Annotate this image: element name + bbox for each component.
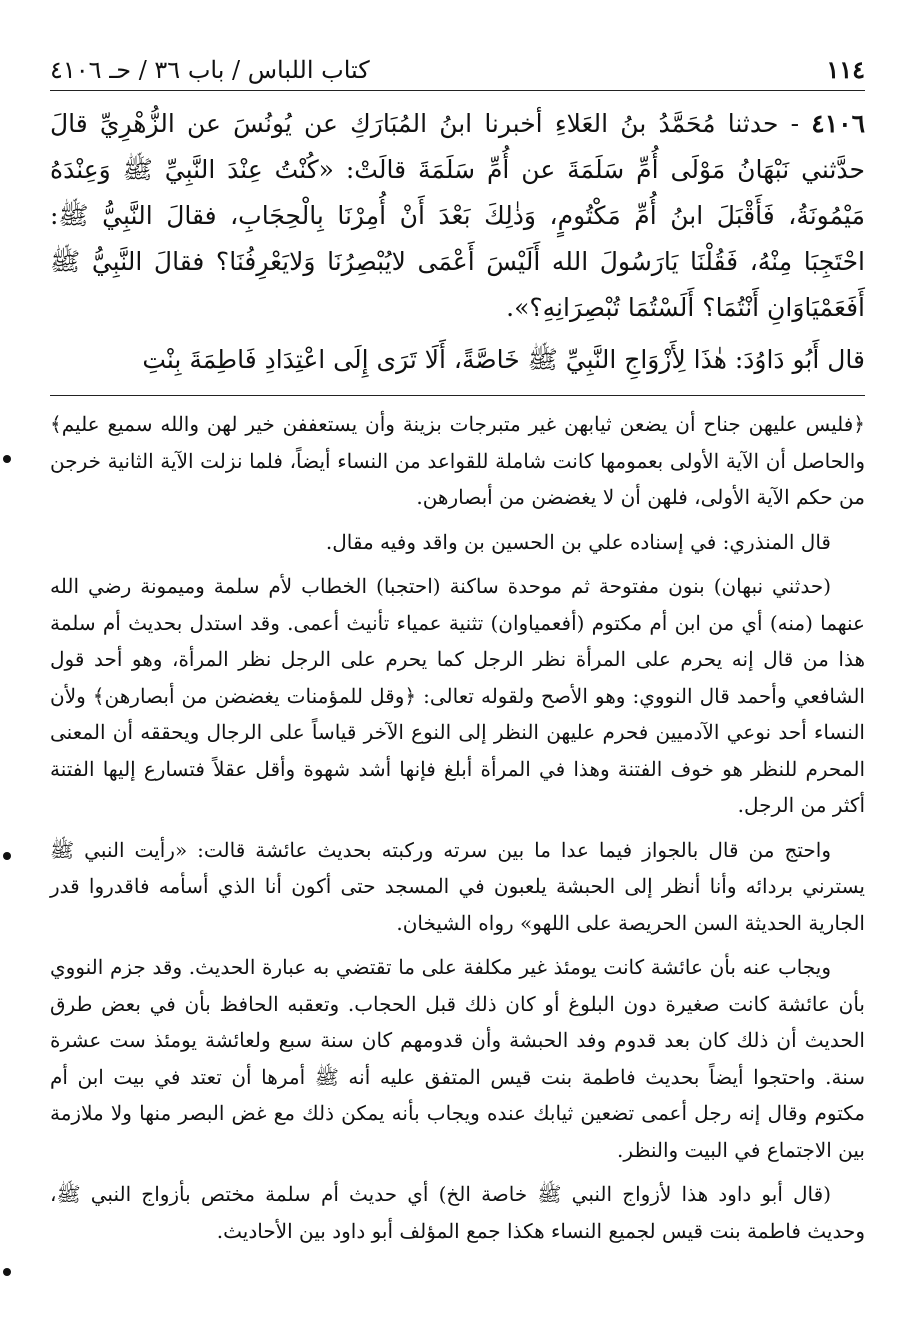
abu-dawud-note: قال أَبُو دَاوُدَ: هٰذَا لِأَزْوَاجِ النَّبِيِّ ﷺ خَاصَّةً، أَلَا تَرَى إِلَى اعْتِدَادِ فَاطِمَةَ بِنْتِ <box>142 345 865 374</box>
footnote-divider <box>50 395 865 396</box>
commentary-section <box>50 406 865 1249</box>
hadith-text-block <box>50 101 865 331</box>
running-title: كتاب اللباس / باب ٣٦ / حـ ٤١٠٦ <box>50 56 370 84</box>
hadith-number: ٤١٠٦ <box>811 109 865 138</box>
commentary-paragraph-2: قال المنذري: في إسناده علي بن الحسين بن واقد وفيه مقال. <box>325 529 831 554</box>
commentary-paragraph-6: (قال أبو داود هذا لأزواج النبي ﷺ خاصة الخ) أي حديث أم سلمة مختص بأزواج النبي ﷺ، وحديث فاطمة بنت قيس لجميع النساء هكذا جمع المؤلف أبو داود بين الأحاديث. <box>50 1182 865 1243</box>
running-header <box>50 55 865 91</box>
binding-mark <box>3 455 11 463</box>
page-number: ١١٤ <box>826 55 865 84</box>
commentary-paragraph-4: واحتج من قال بالجواز فيما عدا ما بين سرته وركبته بحديث عائشة قالت: «رأيت النبي ﷺ يسترني بردائه وأنا أنظر إلى الحبشة يلعبون في المسجد حتى أكون أنا الذي أسأمه فاقدروا قدر الجارية الحديثة السن الحريصة على اللهو» رواه الشيخان. <box>50 837 865 935</box>
commentary-paragraph-3: (حدثني نبهان) بنون مفتوحة ثم موحدة ساكنة (احتجبا) الخطاب لأم سلمة وميمونة رضي الله عنهما (منه) أي من ابن أم مكتوم (أفعمياوان) تثنية عمياء تأنيث أعمى. وقد استدل بحديث أم سلمة هذا من قال إنه يحرم على المرأة نظر الرجل كما يحرم على الرجل نظر المرأة، وهو أحد قول الشافعي وأحمد قال النووي: وهو الأصح ولقوله تعالى: ﴿وقل للمؤمنات يغضضن من أبصارهن﴾ ولأن النساء أحد نوعي الآدميين فحرم عليهن النظر إلى النوع الآخر قياساً على الرجال ويحققه أن المعنى المحرم للنظر هو خوف الفتنة وهذا في المرأة أبلغ فإنها أشد شهوة وأقل عقلاً فتسارع إليها الفتنة أكثر من الرجل. <box>50 574 865 817</box>
commentary-paragraph-5: ويجاب عنه بأن عائشة كانت يومئذ غير مكلفة على ما تقتضي به عبارة الحديث. وقد جزم النووي بأن عائشة كانت صغيرة دون البلوغ أو كان ذلك قبل الحجاب. وتعقبه الحافظ بأن في بعض طرق الحديث أن ذلك كان بعد قدوم وفد الحبشة وأن قدومهم كان سنة سبع ولعائشة يومئذ ست عشرة سنة. واحتجوا أيضاً بحديث فاطمة بنت قيس المتفق عليه أنه ﷺ أمرها أن تعتد في بيت ابن أم مكتوم وقال إنه رجل أعمى تضعين ثيابك عنده ويجاب بأنه يمكن ذلك مع غض البصر منها ولا ملازمة بين الاجتماع في البيت والنظر. <box>50 955 865 1162</box>
binding-mark <box>3 852 11 860</box>
book-page <box>50 55 865 1257</box>
hadith-text: - حدثنا مُحَمَّدُ بنُ العَلاءِ أخبرنا ابنُ المُبَارَكِ عن يُونُسَ عن الزُّهْرِيِّ قالَ حدَّثني نَبْهَانُ مَوْلَى أُمِّ سَلَمَةَ عن أُمِّ سَلَمَةَ قالَتْ: «كُنْتُ عِنْدَ النَّبِيِّ ﷺ وَعِنْدَهُ مَيْمُونَةُ، فَأَقْبَلَ ابنُ أُمِّ مَكْتُومٍ، وَذٰلِكَ بَعْدَ أَنْ أُمِرْنَا بِالْحِجَابِ، فقالَ النَّبِيُّ ﷺ: احْتَجِبَا مِنْهُ، فَقُلْنَا يَارَسُولَ الله أَلَيْسَ أَعْمَى لايُبْصِرُنَا وَلايَعْرِفُنَا؟ فقالَ النَّبِيُّ ﷺ أَفَعَمْيَاوَانِ أَنْتُمَا؟ أَلَسْتُمَا تُبْصِرَانِهِ؟». <box>50 109 865 322</box>
binding-mark <box>3 1268 11 1276</box>
commentary-paragraph-1: ﴿فليس عليهن جناح أن يضعن ثيابهن غير متبرجات بزينة وأن يستعففن خير لهن والله سميع عليم﴾ والحاصل أن الآية الأولى بعمومها كانت شاملة للقواعد من النساء أيضاً، فلما نزلت الآية الثانية خرجن من حكم الآية الأولى، فلهن أن لا يغضضن من أبصارهن. <box>50 412 865 509</box>
